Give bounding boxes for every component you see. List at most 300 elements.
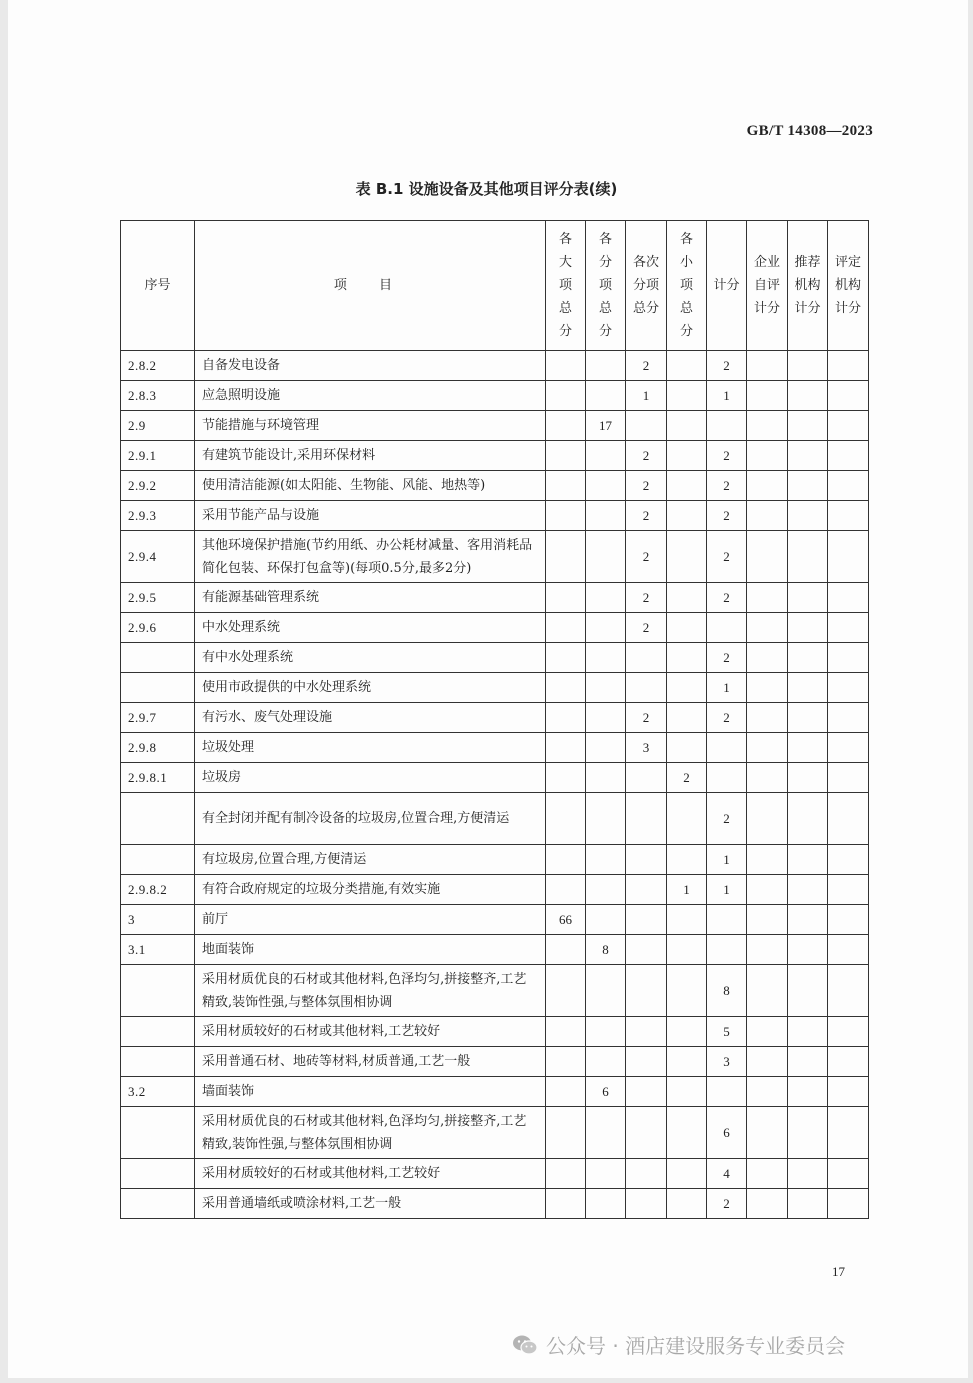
- row-minor-total: [626, 965, 667, 1017]
- row-self-eval: [747, 793, 788, 845]
- row-minor-total: [626, 643, 667, 673]
- row-major-total: [546, 613, 586, 643]
- row-final: [828, 441, 869, 471]
- row-sub-total: 6: [586, 1077, 626, 1107]
- table-row: [121, 381, 869, 411]
- row-self-eval: [747, 703, 788, 733]
- row-number: 2.8.2: [121, 351, 195, 381]
- row-score: [707, 1077, 747, 1107]
- row-item: 有符合政府规定的垃圾分类措施,有效实施: [195, 875, 546, 905]
- row-recommend: [788, 875, 828, 905]
- row-final: [828, 965, 869, 1017]
- row-small-total: [667, 703, 707, 733]
- page-number: 17: [832, 1264, 845, 1279]
- row-small-total: [667, 441, 707, 471]
- table-row: [121, 351, 869, 381]
- row-sub-total: [586, 673, 626, 703]
- row-item: 采用材质较好的石材或其他材料,工艺较好: [195, 1159, 546, 1189]
- row-sub-total: 17: [586, 411, 626, 441]
- row-small-total: 1: [667, 875, 707, 905]
- table-row: [121, 905, 869, 935]
- table-header-row: [121, 221, 869, 351]
- row-major-total: [546, 935, 586, 965]
- row-small-total: [667, 673, 707, 703]
- row-item: 自备发电设备: [195, 351, 546, 381]
- header-sub-total: 各 分 项 总 分: [586, 221, 626, 351]
- row-final: [828, 411, 869, 441]
- row-item: 采用材质优良的石材或其他材料,色泽均匀,拼接整齐,工艺精致,装饰性强,与整体氛围相协调: [195, 965, 546, 1017]
- row-item: 采用普通石材、地砖等材料,材质普通,工艺一般: [195, 1047, 546, 1077]
- row-sub-total: [586, 381, 626, 411]
- wechat-icon: [512, 1334, 538, 1356]
- row-small-total: [667, 845, 707, 875]
- row-recommend: [788, 1107, 828, 1159]
- row-score: 2: [707, 643, 747, 673]
- row-major-total: [546, 381, 586, 411]
- table-row: [121, 583, 869, 613]
- row-recommend: [788, 845, 828, 875]
- scoring-table: [120, 220, 869, 1219]
- row-sub-total: [586, 905, 626, 935]
- row-number: [121, 845, 195, 875]
- row-minor-total: [626, 1017, 667, 1047]
- row-small-total: 2: [667, 763, 707, 793]
- row-final: [828, 793, 869, 845]
- row-score: [707, 763, 747, 793]
- row-item: 前厅: [195, 905, 546, 935]
- row-sub-total: [586, 471, 626, 501]
- row-minor-total: [626, 1107, 667, 1159]
- row-item: 其他环境保护措施(节约用纸、办公耗材减量、客用消耗品简化包装、环保打包盒等)(每项0.5分,最多2分): [195, 531, 546, 583]
- row-small-total: [667, 793, 707, 845]
- row-minor-total: [626, 1077, 667, 1107]
- table-body: [121, 351, 869, 1219]
- row-score: 1: [707, 845, 747, 875]
- row-sub-total: [586, 1047, 626, 1077]
- header-small-total: 各 小 项 总 分: [667, 221, 707, 351]
- table-row: [121, 1189, 869, 1219]
- row-score: 1: [707, 673, 747, 703]
- row-number: 2.9.3: [121, 501, 195, 531]
- row-minor-total: 2: [626, 583, 667, 613]
- row-sub-total: [586, 501, 626, 531]
- row-minor-total: 2: [626, 613, 667, 643]
- row-major-total: [546, 583, 586, 613]
- row-score: 4: [707, 1159, 747, 1189]
- row-minor-total: [626, 1047, 667, 1077]
- table-row: [121, 1017, 869, 1047]
- row-final: [828, 1047, 869, 1077]
- header-score: 计分: [707, 221, 747, 351]
- row-score: 1: [707, 381, 747, 411]
- row-small-total: [667, 643, 707, 673]
- row-self-eval: [747, 1159, 788, 1189]
- table-row: [121, 703, 869, 733]
- row-self-eval: [747, 381, 788, 411]
- row-major-total: [546, 1047, 586, 1077]
- row-score: 5: [707, 1017, 747, 1047]
- row-major-total: [546, 965, 586, 1017]
- row-self-eval: [747, 1189, 788, 1219]
- row-minor-total: [626, 411, 667, 441]
- standard-code: GB/T 14308—2023: [746, 123, 873, 139]
- row-item: 使用市政提供的中水处理系统: [195, 673, 546, 703]
- row-score: 3: [707, 1047, 747, 1077]
- table-row: [121, 531, 869, 583]
- row-score: 1: [707, 875, 747, 905]
- row-sub-total: [586, 531, 626, 583]
- row-number: 3.1: [121, 935, 195, 965]
- watermark-text: 公众号 · 酒店建设服务专业委员会: [546, 1334, 846, 1358]
- row-item: 有污水、废气处理设施: [195, 703, 546, 733]
- row-item: 垃圾房: [195, 763, 546, 793]
- row-number: 2.9.6: [121, 613, 195, 643]
- row-recommend: [788, 613, 828, 643]
- row-recommend: [788, 643, 828, 673]
- row-major-total: [546, 673, 586, 703]
- row-self-eval: [747, 351, 788, 381]
- row-major-total: [546, 471, 586, 501]
- row-sub-total: [586, 441, 626, 471]
- row-major-total: [546, 703, 586, 733]
- row-recommend: [788, 793, 828, 845]
- row-recommend: [788, 471, 828, 501]
- row-score: [707, 411, 747, 441]
- row-minor-total: [626, 763, 667, 793]
- row-sub-total: [586, 703, 626, 733]
- row-number: 3: [121, 905, 195, 935]
- row-major-total: [546, 531, 586, 583]
- row-number: 2.9.8: [121, 733, 195, 763]
- row-score: 2: [707, 531, 747, 583]
- row-item: 墙面装饰: [195, 1077, 546, 1107]
- row-score: [707, 905, 747, 935]
- row-number: 2.9: [121, 411, 195, 441]
- row-self-eval: [747, 905, 788, 935]
- row-final: [828, 1077, 869, 1107]
- row-number: [121, 673, 195, 703]
- table-row: [121, 673, 869, 703]
- row-self-eval: [747, 1017, 788, 1047]
- row-small-total: [667, 381, 707, 411]
- row-major-total: [546, 501, 586, 531]
- row-final: [828, 351, 869, 381]
- table-row: [121, 965, 869, 1017]
- row-sub-total: [586, 1017, 626, 1047]
- row-number: [121, 1047, 195, 1077]
- row-recommend: [788, 583, 828, 613]
- row-major-total: [546, 441, 586, 471]
- row-recommend: [788, 1077, 828, 1107]
- row-item: 地面装饰: [195, 935, 546, 965]
- row-number: 3.2: [121, 1077, 195, 1107]
- row-recommend: [788, 905, 828, 935]
- row-sub-total: [586, 1189, 626, 1219]
- row-recommend: [788, 733, 828, 763]
- row-minor-total: 2: [626, 351, 667, 381]
- row-final: [828, 531, 869, 583]
- row-small-total: [667, 965, 707, 1017]
- row-minor-total: 3: [626, 733, 667, 763]
- row-major-total: [546, 763, 586, 793]
- row-recommend: [788, 965, 828, 1017]
- row-item: 使用清洁能源(如太阳能、生物能、风能、地热等): [195, 471, 546, 501]
- row-final: [828, 1159, 869, 1189]
- row-major-total: [546, 643, 586, 673]
- row-score: 2: [707, 583, 747, 613]
- row-major-total: [546, 351, 586, 381]
- row-sub-total: [586, 875, 626, 905]
- row-recommend: [788, 1017, 828, 1047]
- row-major-total: [546, 1017, 586, 1047]
- row-final: [828, 1189, 869, 1219]
- row-number: 2.9.1: [121, 441, 195, 471]
- row-self-eval: [747, 1107, 788, 1159]
- row-small-total: [667, 1047, 707, 1077]
- row-number: [121, 793, 195, 845]
- row-sub-total: [586, 965, 626, 1017]
- row-small-total: [667, 411, 707, 441]
- row-item: 有中水处理系统: [195, 643, 546, 673]
- row-number: 2.9.8.2: [121, 875, 195, 905]
- row-final: [828, 845, 869, 875]
- row-small-total: [667, 351, 707, 381]
- header-self-eval: 企业 自评 计分: [747, 221, 788, 351]
- row-number: [121, 1107, 195, 1159]
- row-score: 6: [707, 1107, 747, 1159]
- row-small-total: [667, 1107, 707, 1159]
- row-self-eval: [747, 763, 788, 793]
- row-recommend: [788, 411, 828, 441]
- row-minor-total: [626, 845, 667, 875]
- table-title: 表 B.1 设施设备及其他项目评分表(续): [355, 180, 618, 198]
- table-row: [121, 875, 869, 905]
- row-self-eval: [747, 501, 788, 531]
- row-small-total: [667, 471, 707, 501]
- table-row: [121, 763, 869, 793]
- row-minor-total: [626, 935, 667, 965]
- row-recommend: [788, 763, 828, 793]
- row-final: [828, 673, 869, 703]
- row-number: 2.9.7: [121, 703, 195, 733]
- row-small-total: [667, 1017, 707, 1047]
- row-small-total: [667, 613, 707, 643]
- header-recommend: 推荐 机构 计分: [788, 221, 828, 351]
- row-recommend: [788, 1159, 828, 1189]
- row-sub-total: [586, 763, 626, 793]
- table-row: [121, 411, 869, 441]
- row-minor-total: [626, 793, 667, 845]
- table-row: [121, 643, 869, 673]
- table-row: [121, 793, 869, 845]
- row-final: [828, 905, 869, 935]
- row-major-total: [546, 1077, 586, 1107]
- row-self-eval: [747, 411, 788, 441]
- row-recommend: [788, 673, 828, 703]
- row-sub-total: [586, 845, 626, 875]
- row-self-eval: [747, 583, 788, 613]
- row-recommend: [788, 1189, 828, 1219]
- row-sub-total: 8: [586, 935, 626, 965]
- table-row: [121, 1047, 869, 1077]
- header-major-total: 各 大 项 总 分: [546, 221, 586, 351]
- row-self-eval: [747, 531, 788, 583]
- row-sub-total: [586, 351, 626, 381]
- row-small-total: [667, 733, 707, 763]
- row-final: [828, 1107, 869, 1159]
- row-minor-total: [626, 1189, 667, 1219]
- row-sub-total: [586, 1107, 626, 1159]
- row-self-eval: [747, 875, 788, 905]
- row-sub-total: [586, 583, 626, 613]
- row-minor-total: 2: [626, 441, 667, 471]
- row-item: 有建筑节能设计,采用环保材料: [195, 441, 546, 471]
- row-final: [828, 501, 869, 531]
- row-score: 2: [707, 1189, 747, 1219]
- row-major-total: [546, 411, 586, 441]
- table-row: [121, 501, 869, 531]
- row-recommend: [788, 531, 828, 583]
- row-small-total: [667, 1159, 707, 1189]
- row-major-total: [546, 1159, 586, 1189]
- row-sub-total: [586, 1159, 626, 1189]
- row-score: 2: [707, 703, 747, 733]
- row-self-eval: [747, 965, 788, 1017]
- row-number: [121, 1159, 195, 1189]
- table-row: [121, 935, 869, 965]
- row-major-total: [546, 875, 586, 905]
- row-recommend: [788, 441, 828, 471]
- row-final: [828, 875, 869, 905]
- header-item: 项 目: [195, 221, 546, 351]
- table-row: [121, 1077, 869, 1107]
- row-final: [828, 613, 869, 643]
- row-final: [828, 643, 869, 673]
- row-sub-total: [586, 793, 626, 845]
- row-minor-total: [626, 673, 667, 703]
- row-number: 2.9.8.1: [121, 763, 195, 793]
- row-number: 2.9.4: [121, 531, 195, 583]
- row-self-eval: [747, 441, 788, 471]
- row-self-eval: [747, 733, 788, 763]
- row-final: [828, 1017, 869, 1047]
- table-row: [121, 613, 869, 643]
- table-row: [121, 845, 869, 875]
- row-self-eval: [747, 1047, 788, 1077]
- row-final: [828, 471, 869, 501]
- row-major-total: [546, 793, 586, 845]
- row-major-total: [546, 845, 586, 875]
- table-row: [121, 441, 869, 471]
- row-self-eval: [747, 613, 788, 643]
- row-major-total: [546, 1107, 586, 1159]
- table-row: [121, 1107, 869, 1159]
- row-number: [121, 1189, 195, 1219]
- header-minor-total: 各次 分项 总分: [626, 221, 667, 351]
- row-item: 有全封闭并配有制冷设备的垃圾房,位置合理,方便清运: [195, 793, 546, 845]
- header-final: 评定 机构 计分: [828, 221, 869, 351]
- row-final: [828, 583, 869, 613]
- row-recommend: [788, 935, 828, 965]
- row-recommend: [788, 703, 828, 733]
- row-score: 2: [707, 471, 747, 501]
- row-number: [121, 965, 195, 1017]
- table-row: [121, 471, 869, 501]
- row-small-total: [667, 501, 707, 531]
- row-score: 2: [707, 441, 747, 471]
- row-item: 中水处理系统: [195, 613, 546, 643]
- row-score: 8: [707, 965, 747, 1017]
- row-major-total: [546, 1189, 586, 1219]
- row-self-eval: [747, 935, 788, 965]
- row-number: [121, 643, 195, 673]
- row-self-eval: [747, 673, 788, 703]
- row-score: 2: [707, 501, 747, 531]
- row-self-eval: [747, 845, 788, 875]
- row-minor-total: 2: [626, 471, 667, 501]
- row-small-total: [667, 583, 707, 613]
- row-small-total: [667, 531, 707, 583]
- row-final: [828, 935, 869, 965]
- row-final: [828, 763, 869, 793]
- row-item: 有能源基础管理系统: [195, 583, 546, 613]
- row-small-total: [667, 1189, 707, 1219]
- row-number: 2.9.2: [121, 471, 195, 501]
- row-self-eval: [747, 1077, 788, 1107]
- row-sub-total: [586, 643, 626, 673]
- table-row: [121, 733, 869, 763]
- row-minor-total: [626, 1159, 667, 1189]
- row-number: 2.8.3: [121, 381, 195, 411]
- row-minor-total: 2: [626, 501, 667, 531]
- row-score: [707, 935, 747, 965]
- row-score: [707, 613, 747, 643]
- row-sub-total: [586, 733, 626, 763]
- row-recommend: [788, 351, 828, 381]
- row-final: [828, 703, 869, 733]
- row-final: [828, 381, 869, 411]
- row-final: [828, 733, 869, 763]
- row-major-total: 66: [546, 905, 586, 935]
- row-sub-total: [586, 613, 626, 643]
- row-minor-total: 2: [626, 703, 667, 733]
- row-minor-total: [626, 905, 667, 935]
- row-minor-total: [626, 875, 667, 905]
- row-item: 有垃圾房,位置合理,方便清运: [195, 845, 546, 875]
- row-minor-total: 1: [626, 381, 667, 411]
- row-item: 垃圾处理: [195, 733, 546, 763]
- row-item: 采用节能产品与设施: [195, 501, 546, 531]
- row-item: 采用材质较好的石材或其他材料,工艺较好: [195, 1017, 546, 1047]
- row-item: 应急照明设施: [195, 381, 546, 411]
- row-recommend: [788, 1047, 828, 1077]
- row-item: 采用材质优良的石材或其他材料,色泽均匀,拼接整齐,工艺精致,装饰性强,与整体氛围相协调: [195, 1107, 546, 1159]
- row-score: 2: [707, 351, 747, 381]
- table-row: [121, 1159, 869, 1189]
- row-item: 采用普通墙纸或喷涂材料,工艺一般: [195, 1189, 546, 1219]
- row-small-total: [667, 1077, 707, 1107]
- row-item: 节能措施与环境管理: [195, 411, 546, 441]
- row-small-total: [667, 935, 707, 965]
- row-small-total: [667, 905, 707, 935]
- row-major-total: [546, 733, 586, 763]
- row-recommend: [788, 381, 828, 411]
- row-number: [121, 1017, 195, 1047]
- row-minor-total: 2: [626, 531, 667, 583]
- row-self-eval: [747, 643, 788, 673]
- header-no: 序号: [121, 221, 195, 351]
- row-score: [707, 733, 747, 763]
